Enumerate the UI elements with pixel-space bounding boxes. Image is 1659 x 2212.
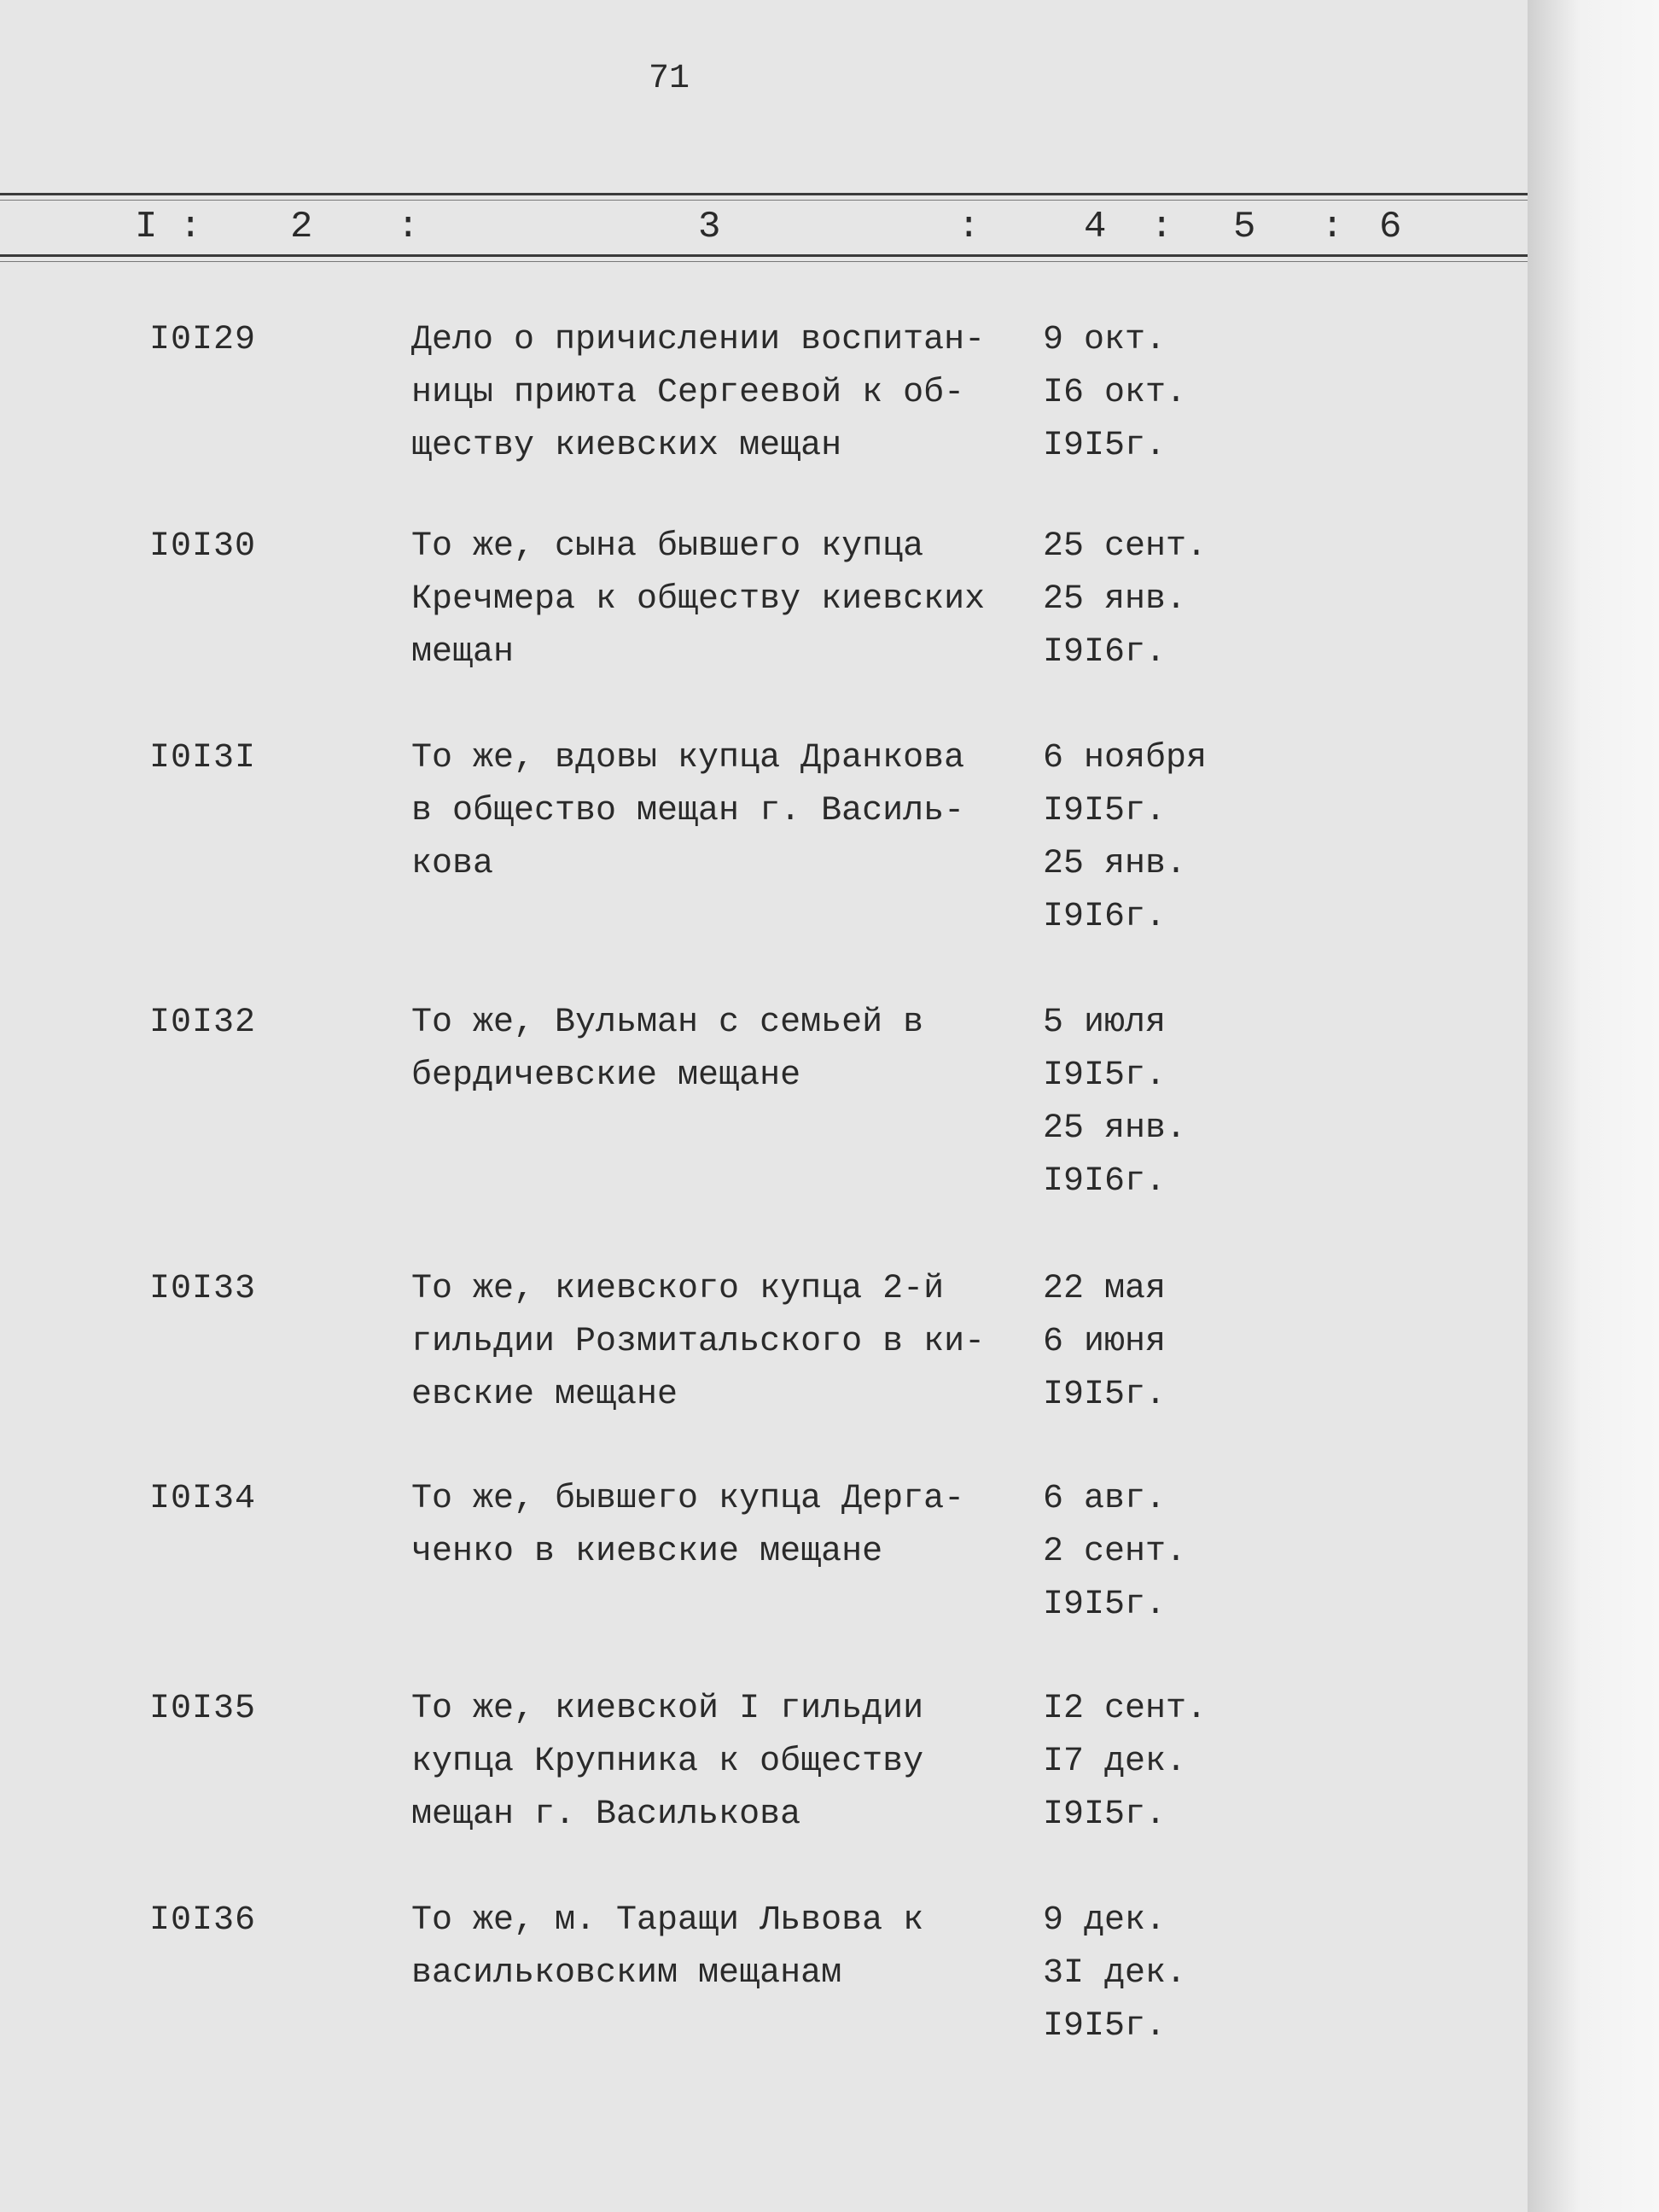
description-line: кова bbox=[411, 845, 494, 883]
column-header-separator: : bbox=[397, 206, 420, 248]
date-line: I9I6г. bbox=[1043, 633, 1167, 672]
description-line: Дело о причислении воспитан- bbox=[411, 321, 986, 359]
description-line: То же, киевской I гильдии bbox=[411, 1690, 924, 1728]
entry-description bbox=[411, 1683, 923, 1842]
description-line: Кречмера к обществу киевских bbox=[411, 580, 986, 619]
date-line: I2 сент. bbox=[1043, 1690, 1208, 1728]
entry-dates bbox=[1043, 732, 1207, 944]
entry-description bbox=[411, 1473, 964, 1579]
header-rule-bottom-thin bbox=[0, 261, 1528, 262]
entry-dates bbox=[1043, 314, 1186, 473]
entry-number: I0I35 bbox=[149, 1690, 257, 1728]
date-line: I9I6г. bbox=[1043, 1162, 1167, 1201]
date-line: I9I5г. bbox=[1043, 1796, 1167, 1834]
date-line: 6 авг. bbox=[1043, 1480, 1167, 1518]
date-line: I9I5г. bbox=[1043, 1586, 1167, 1624]
date-line: I9I5г. bbox=[1043, 1376, 1167, 1414]
entry-dates bbox=[1043, 1473, 1186, 1632]
description-line: То же, м. Таращи Львова к bbox=[411, 1901, 924, 1940]
entry-number: I0I33 bbox=[149, 1270, 257, 1308]
entry-description bbox=[411, 314, 985, 473]
description-line: ницы приюта Сергеевой к об- bbox=[411, 374, 965, 412]
description-line: в общество мещан г. Василь- bbox=[411, 792, 965, 830]
description-line: То же, бывшего купца Дерга- bbox=[411, 1480, 965, 1518]
date-line: I6 окт. bbox=[1043, 374, 1187, 412]
date-line: 9 окт. bbox=[1043, 321, 1167, 359]
column-header-2: 2 bbox=[290, 206, 313, 248]
date-line: I9I5г. bbox=[1043, 1057, 1167, 1095]
date-line: 9 дек. bbox=[1043, 1901, 1167, 1940]
description-line: мещан г. Василькова bbox=[411, 1796, 801, 1834]
entry-number: I0I36 bbox=[149, 1901, 257, 1940]
entry-description bbox=[411, 521, 985, 679]
column-header-6: 6 bbox=[1379, 206, 1402, 248]
date-line: 25 янв. bbox=[1043, 845, 1187, 883]
page-number: 71 bbox=[649, 60, 690, 98]
column-header-1: I bbox=[135, 206, 158, 248]
description-line: евские мещане bbox=[411, 1376, 678, 1414]
entry-dates bbox=[1043, 997, 1186, 1208]
description-line: ченко в киевские мещане bbox=[411, 1533, 883, 1571]
date-line: 22 мая bbox=[1043, 1270, 1167, 1308]
description-line: То же, Вульман с семьей в bbox=[411, 1004, 924, 1042]
entry-number: I0I34 bbox=[149, 1480, 257, 1518]
entry-dates bbox=[1043, 1263, 1166, 1422]
column-header-separator: : bbox=[1321, 206, 1344, 248]
date-line: 2 сент. bbox=[1043, 1533, 1187, 1571]
entry-number: I0I30 bbox=[149, 527, 257, 566]
column-header-separator: : bbox=[1150, 206, 1173, 248]
header-rule-top bbox=[0, 193, 1528, 195]
header-rule-top-thin bbox=[0, 200, 1528, 201]
column-header-4: 4 bbox=[1084, 206, 1107, 248]
date-line: 5 июля bbox=[1043, 1004, 1167, 1042]
entry-description bbox=[411, 1895, 923, 2000]
entry-description bbox=[411, 997, 923, 1103]
page-edge-shadow bbox=[1528, 0, 1659, 2212]
description-line: гильдии Розмитальского в ки- bbox=[411, 1323, 986, 1361]
entry-number: I0I29 bbox=[149, 321, 257, 359]
column-header-separator: : bbox=[179, 206, 202, 248]
date-line: I9I6г. bbox=[1043, 898, 1167, 936]
date-line: I9I5г. bbox=[1043, 427, 1167, 465]
description-line: ществу киевских мещан bbox=[411, 427, 842, 465]
header-rule-bottom bbox=[0, 254, 1528, 257]
entry-description bbox=[411, 1263, 985, 1422]
entry-dates bbox=[1043, 521, 1207, 679]
entry-dates bbox=[1043, 1895, 1186, 2053]
date-line: 6 ноября bbox=[1043, 739, 1208, 777]
description-line: То же, сына бывшего купца bbox=[411, 527, 924, 566]
entry-number: I0I32 bbox=[149, 1004, 257, 1042]
column-header-3: 3 bbox=[698, 206, 721, 248]
date-line: I9I5г. bbox=[1043, 792, 1167, 830]
date-line: I7 дек. bbox=[1043, 1743, 1187, 1781]
date-line: 25 янв. bbox=[1043, 1109, 1187, 1148]
description-line: васильковским мещанам bbox=[411, 1954, 842, 1993]
entry-description bbox=[411, 732, 964, 891]
entry-dates bbox=[1043, 1683, 1207, 1842]
description-line: купца Крупника к обществу bbox=[411, 1743, 924, 1781]
description-line: То же, вдовы купца Дранкова bbox=[411, 739, 965, 777]
date-line: 6 июня bbox=[1043, 1323, 1167, 1361]
description-line: бердичевские мещане bbox=[411, 1057, 801, 1095]
date-line: 25 сент. bbox=[1043, 527, 1208, 566]
column-header-5: 5 bbox=[1233, 206, 1256, 248]
date-line: I9I5г. bbox=[1043, 2007, 1167, 2046]
date-line: 25 янв. bbox=[1043, 580, 1187, 619]
entry-number: I0I3I bbox=[149, 739, 257, 777]
description-line: мещан bbox=[411, 633, 515, 672]
column-header-separator: : bbox=[958, 206, 981, 248]
date-line: 3I дек. bbox=[1043, 1954, 1187, 1993]
description-line: То же, киевского купца 2-й bbox=[411, 1270, 945, 1308]
